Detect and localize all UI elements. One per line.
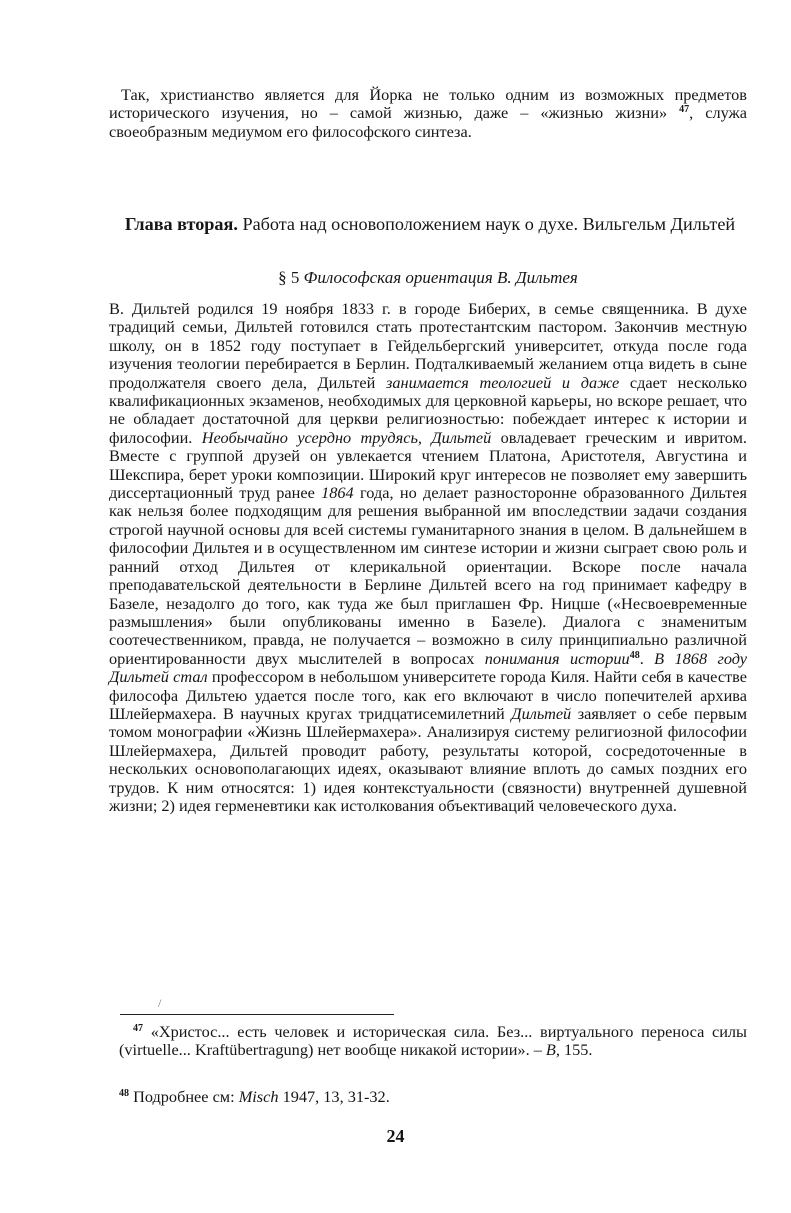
body-italic-1: занимается теологией и даже	[386, 372, 620, 392]
body-italic-3: 1864	[321, 483, 354, 503]
chapter-label: Глава вторая.	[124, 214, 238, 234]
section-heading	[109, 268, 747, 288]
footnote-ref-48: 48	[629, 649, 640, 661]
footnote-48-text-a: Подробнее см:	[129, 1087, 239, 1106]
body-text-7: заявляет о себе первым томом монографии «Жизнь Шлейермахера». Анализируя систему религиозной философии Шлейермахера, Дильтей проводит работу, результаты которой, сосредоточенные в нескольких основополагающих идеях, оказывают влияние вплоть до самых поздних его трудов. К ним относятся: 1) идея контекстуальности (связности) внутренней душевной жизни; 2) идея герменевтики как истолкования объективаций человеческого духа.	[109, 703, 748, 815]
footnote-number-48: 48	[119, 1088, 129, 1099]
footnote-48	[119, 1088, 747, 1106]
footnote-47-italic: B,	[545, 1040, 560, 1060]
intro-text-a: Так, христианство является для Йорка не только одним из возможных предметов исторического изучения, но – самой жизнью, даже – «жизнью жизни»	[109, 85, 747, 123]
body-italic-2: Необычайно усердно трудясь, Дильтей	[201, 427, 492, 447]
section-title: Философская ориентация В. Дильтея	[303, 268, 578, 287]
intro-text-b: , служа своеобразным медиумом его философского синтеза.	[109, 103, 747, 141]
footnote-divider	[120, 1014, 394, 1015]
body-text-3: овладевает греческим и ивритом. Вместе с группой друзей он увлекается чтением Платона, Аристотеля, Августина и Шекспира, берет уроки композиции. Широкий круг интересов не позволяет ему завершить диссертационный труд ранее	[109, 427, 747, 503]
footnote-48-italic: Misch	[238, 1087, 279, 1106]
body-italic-6: Дильтей	[511, 703, 572, 723]
intro-paragraph	[109, 86, 747, 141]
section-number: § 5	[278, 268, 304, 287]
body-italic-4: понимания истории	[484, 648, 630, 668]
stray-mark: /	[158, 996, 162, 1010]
footnote-ref-47: 47	[679, 104, 690, 116]
footnote-47	[119, 1023, 747, 1059]
page-number: 24	[386, 1126, 405, 1146]
footnote-47-text-b: 155.	[559, 1040, 593, 1060]
footnote-47-text-a: «Христос... есть человек и историческая сила. Без... виртуального переноса силы (virtuelle... Kraftübertragung) нет вообще никакой истории». –	[119, 1022, 747, 1060]
body-italic-5: В 1868 году Дильтей стал	[109, 648, 748, 687]
body-text-6: профессором в небольшом университете города Киля. Найти себя в качестве философа Дильтею удается после того, как его включают в число попечителей архива Шлейермахера. В научных кругах тридцатисемилетний	[109, 667, 747, 723]
chapter-title: Работа над основоположением наук о духе. Вильгельм Дильтей	[237, 214, 736, 234]
body-text-1: В. Дильтей родился 19 ноября 1833 г. в городе Биберих, в семье священника. В духе традиций семьи, Дильтей готовился стать протестантским пастором. Закончив местную школу, он в 1852 году поступает в Гейдельбергский университет, откуда после года изучения теологии перебирается в Берлин. Подталкиваемый желанием отца видеть в сыне продолжателя своего дела, Дильтей	[109, 299, 747, 392]
body-paragraph	[109, 300, 747, 815]
body-text-5: .	[639, 648, 655, 668]
body-text-2: сдает несколько квалификационных экзаменов, необходимых для церковной карьеры, но вскоре решает, что не обладает достаточной для церкви религиозностью: побеждает интерес к истории и философии.	[109, 372, 747, 447]
body-text-4: года, но делает разносторонне образованного Дильтея как нельзя более подходящим для решения выбранной им впоследствии задачи создания строгой научной основы для всей системы гуманитарного знания в целом. В дальнейшем в философии Дильтея и в осуществленном им синтезе истории и жизни сыграет свою роль и ранний отход Дильтея от клерикальной ориентации. Вскоре после начала преподавательской деятельности в Берлине Дильтей всего на год принимает кафедру в Базеле, незадолго до того, как туда же был приглашен Фр. Ницше («Несвоевременные размышления» были опубликованы именно в Базеле). Диалога с знаменитым соотечественником, правда, не получается – возможно в силу принципиально различной ориентированности двух мыслителей в вопросах	[109, 483, 747, 668]
footnote-number-47: 47	[133, 1023, 143, 1034]
footnote-48-text-b: 1947, 13, 31-32.	[278, 1087, 390, 1106]
chapter-heading	[120, 214, 740, 236]
